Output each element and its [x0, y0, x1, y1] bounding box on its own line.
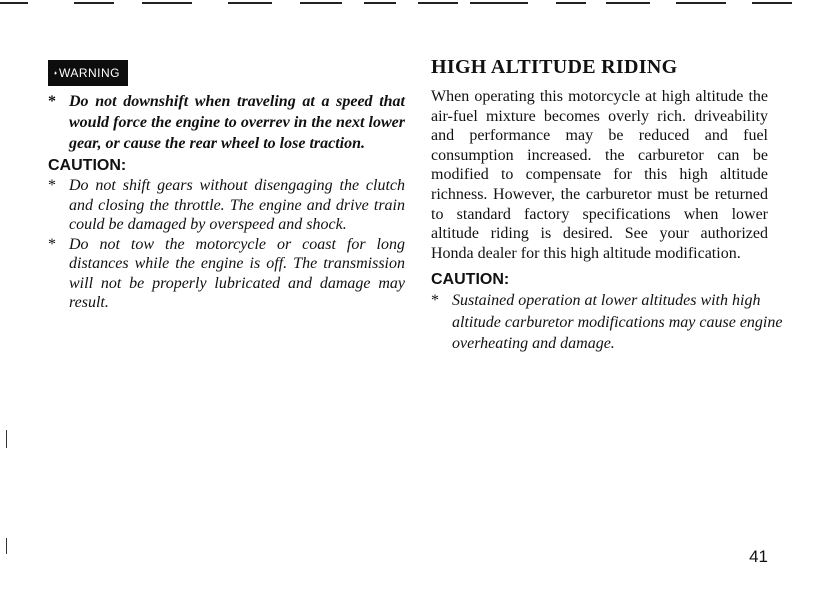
page-number: 41: [749, 547, 768, 566]
warning-badge: [48, 60, 128, 86]
caution-heading-right: CAUTION:: [431, 271, 510, 289]
warning-text: Do not downshift when traveling at a speed that would force the engine to overrev in the next lower gear, or cause the rear wheel to lose traction.: [69, 93, 405, 152]
caution-text: Do not shift gears without disengaging the clutch and closing the throttle. The engine and drive train could be damaged by overspeed and shock.: [69, 177, 405, 233]
caution-text: Do not tow the motorcycle or coast for long distances while the engine is off. The transmission will not be properly lubricated and damage may result.: [69, 235, 405, 311]
section-heading: HIGH ALTITUDE RIDING: [431, 56, 678, 78]
caution-text: Sustained operation at lower altitudes with high altitude carburetor modifications may cause engine overheating and damage.: [452, 292, 783, 353]
bullet-star: *: [48, 93, 56, 110]
section-body: When operating this motorcycle at high altitude the air-fuel mixture becomes overly rich. driveability and performance may be reduced and fuel consumption increased. the carburetor can be modified to compensate for this high altitude richness. However, the carburetor must be returned to standard factory specifications when lower altitude riding is desired. See your authorized Honda dealer for this high altitude modification.: [431, 88, 768, 262]
top-border-dashes: [0, 0, 816, 6]
bullet-star: *: [48, 235, 56, 253]
caution-item: [48, 235, 405, 313]
caution-item: [48, 176, 405, 235]
bullet-star: *: [431, 292, 439, 310]
caution-item: [431, 290, 789, 355]
left-column: [48, 60, 405, 313]
warning-item: [48, 91, 405, 154]
caution-heading-left: CAUTION:: [48, 157, 127, 174]
warning-label: WARNING: [58, 66, 120, 80]
bullet-star: *: [48, 177, 56, 194]
hand-warning-icon: [54, 66, 57, 80]
margin-mark: [6, 538, 7, 554]
right-column: [431, 56, 783, 355]
margin-mark: [6, 430, 7, 448]
